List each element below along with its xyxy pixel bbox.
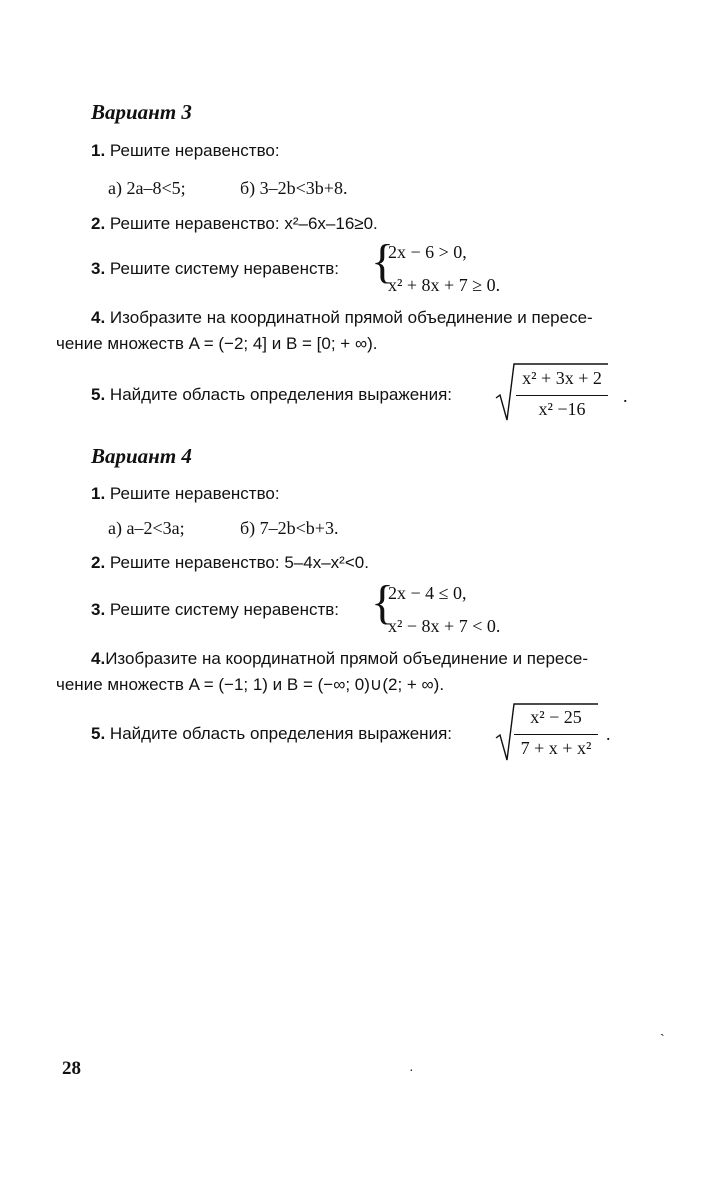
v3-task5-tail: . xyxy=(623,386,628,406)
v3-task2-text: Решите неравенство: x²–6x–16≥0. xyxy=(109,214,378,233)
v3-task5-number: 5. xyxy=(91,385,106,404)
v3-task2 xyxy=(91,214,378,234)
scan-speck-dot: · xyxy=(409,1064,414,1079)
v4-system-brace: { xyxy=(371,576,395,629)
v4-fraction-bar xyxy=(514,734,598,735)
v3-task4-line1 xyxy=(91,308,593,328)
v3-task2-number: 2. xyxy=(91,214,106,233)
v3-task3-number: 3. xyxy=(91,259,106,278)
scan-speck-mark: ˎ xyxy=(660,1022,665,1037)
v4-task3 xyxy=(91,600,339,620)
v4-fraction xyxy=(512,707,600,763)
v3-task1-a: а) 2a–8<5; xyxy=(108,178,186,198)
variant-4-heading: Вариант 4 xyxy=(91,444,192,468)
page-number: 28 xyxy=(62,1058,81,1079)
v3-task5-text: Найдите область определения выражения: xyxy=(109,385,452,404)
v3-fraction-bar xyxy=(516,395,608,396)
v3-task1-number: 1. xyxy=(91,141,106,160)
v4-system-eq1: 2x − 4 ≤ 0, xyxy=(388,583,467,603)
v4-task1-b: б) 7–2b<b+3. xyxy=(240,518,339,538)
v4-task4-number: 4. xyxy=(91,649,106,668)
v3-task5 xyxy=(91,385,452,405)
v4-task2 xyxy=(91,553,369,573)
v3-task4-line2: чение множеств A = (−2; 4] и B = [0; + ∞). xyxy=(56,334,378,353)
v3-task1 xyxy=(91,141,280,161)
v3-system-eq1: 2x − 6 > 0, xyxy=(388,242,467,262)
v4-task4-line2: чение множеств A = (−1; 1) и B = (−∞; 0)∪(2; + ∞). xyxy=(56,675,445,694)
v3-fraction xyxy=(514,368,610,424)
v4-task4-text-1: Изобразите на координатной прямой объединение и пересе- xyxy=(105,649,588,668)
v4-task1-number: 1. xyxy=(91,484,106,503)
v3-task3 xyxy=(91,259,339,279)
v3-task1-text: Решите неравенство: xyxy=(109,141,280,160)
v4-task5 xyxy=(91,724,452,744)
variant-3-heading: Вариант 3 xyxy=(91,100,192,124)
v4-task5-text: Найдите область определения выражения: xyxy=(109,724,452,743)
v4-task1 xyxy=(91,484,280,504)
v4-denominator: 7 + x + x² xyxy=(520,738,592,758)
v3-numerator: x² + 3x + 2 xyxy=(522,368,602,388)
v3-denominator: x² −16 xyxy=(538,399,586,419)
v4-task2-text: Решите неравенство: 5–4x–x²<0. xyxy=(109,553,369,572)
v4-task1-a: а) a–2<3a; xyxy=(108,518,185,538)
v4-system-eq2: x² − 8x + 7 < 0. xyxy=(388,616,501,636)
v4-task5-number: 5. xyxy=(91,724,106,743)
v3-task3-text: Решите систему неравенств: xyxy=(109,259,339,278)
v4-task2-number: 2. xyxy=(91,553,106,572)
v3-system-brace: { xyxy=(371,235,395,288)
v4-task4-line1 xyxy=(91,649,588,669)
v4-numerator: x² − 25 xyxy=(530,707,582,727)
v4-task3-text: Решите систему неравенств: xyxy=(109,600,339,619)
v4-task3-number: 3. xyxy=(91,600,106,619)
v4-task5-tail: . xyxy=(606,724,611,744)
v3-task4-number: 4. xyxy=(91,308,106,327)
v3-task4-text-1: Изобразите на координатной прямой объединение и пересе- xyxy=(109,308,593,327)
v3-task1-b: б) 3–2b<3b+8. xyxy=(240,178,348,198)
v3-system-eq2: x² + 8x + 7 ≥ 0. xyxy=(388,275,501,295)
v4-task1-text: Решите неравенство: xyxy=(109,484,280,503)
